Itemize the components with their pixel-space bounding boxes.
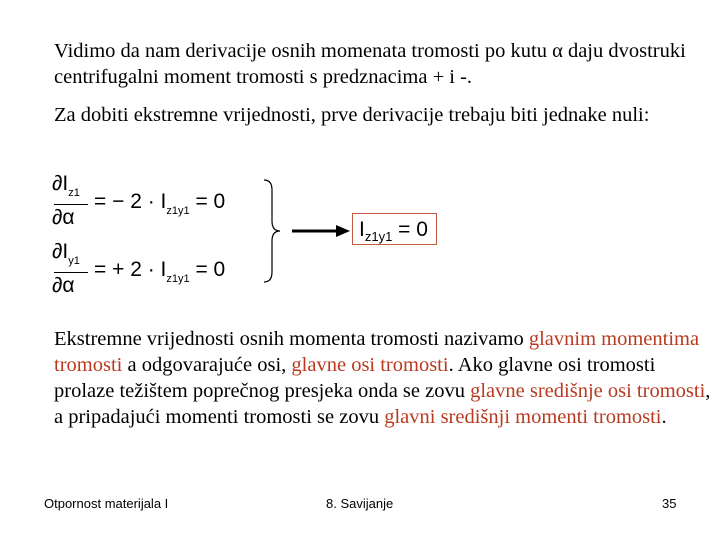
highlight-principal-axes: glavne osi tromosti xyxy=(291,354,449,376)
fraction-denominator: ∂α xyxy=(52,274,75,297)
arrow-right-icon xyxy=(292,224,350,238)
fraction-numerator: $\partial I_{z1}$ xyxy=(52,172,80,199)
fraction-denominator: ∂α xyxy=(52,206,75,229)
footer-course-title: Otpornost materijala I xyxy=(44,496,169,511)
paragraph-principal-moments: Ekstremne vrijednosti osnih momenta tromosti nazivamo glavnim momentima tromosti a odgovarajuće osi, glavne osi tromosti. Ako glavne osi tromosti prolaze težištem poprečnog presjeka onda se zovu glavne središnje osi tromosti, a pripadajući momenti tromosti se zovu glavni središnji momenti tromosti. xyxy=(54,328,711,428)
highlight-central-principal-axes: glavne središnje osi tromosti xyxy=(470,380,706,402)
footer-page-number: 35 xyxy=(662,496,677,511)
paragraph-derivatives: Vidimo da nam derivacije osnih momenata tromosti po kutu α daju dvostruki centrifugalni moment tromosti s predznacima + i -. xyxy=(54,40,686,88)
fraction-bar xyxy=(54,272,88,273)
fraction-bar xyxy=(54,204,88,205)
highlight-principal-moments: glavnim momentima tromosti xyxy=(54,328,700,376)
equation-rhs: = − $2 \cdot I_{z1y1} = 0$ xyxy=(94,190,226,217)
right-brace-icon xyxy=(262,178,282,284)
highlight-central-principal-moments: glavni središnji momenti tromosti xyxy=(384,406,662,428)
fraction-numerator: $\partial I_{y1}$ xyxy=(52,240,80,267)
footer-chapter: 8. Savijanje xyxy=(326,496,394,511)
result-box: $I_{z1y1} = 0$ xyxy=(352,213,437,245)
paragraph-extremes: Za dobiti ekstremne vrijednosti, prve derivacije trebaju biti jednake nuli: xyxy=(54,104,650,126)
equation-rhs: = + $2 \cdot I_{z1y1} = 0$ xyxy=(94,258,226,285)
